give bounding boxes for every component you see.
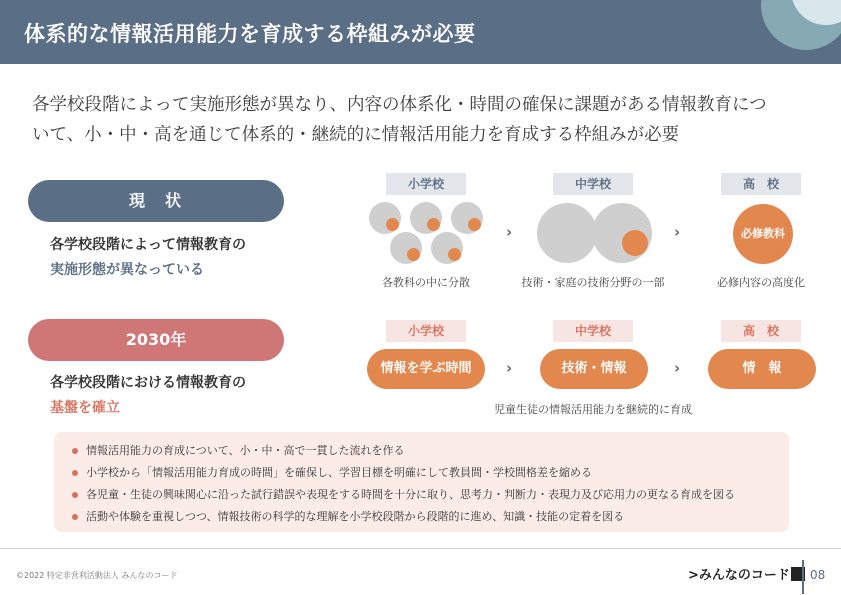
current-caption-elementary: 各教科の中に分散 <box>382 276 470 289</box>
logo-text: >みんなのコード <box>688 568 790 583</box>
future-caption: 児童生徒の情報活用能力を継続的に育成 <box>494 403 692 416</box>
arrow-right-icon: › <box>674 223 681 241</box>
future-pill: 2030年 <box>28 319 284 361</box>
arrow-right-icon: › <box>506 359 513 377</box>
future-pill-junior-high: 技術・情報 <box>540 349 648 389</box>
current-description <box>50 233 246 283</box>
future-level-elementary: 小学校 <box>386 320 466 342</box>
current-desc-line-1: 各学校段階によって情報教育の <box>50 237 246 253</box>
copyright: ©2022 特定非営利活動法人 みんなのコード <box>16 571 178 580</box>
summary-box <box>54 432 789 532</box>
current-level-junior-high: 中学校 <box>553 173 633 195</box>
info-dot <box>468 218 481 231</box>
current-caption-high: 必修内容の高度化 <box>717 276 805 289</box>
future-level-high: 高 校 <box>721 320 801 342</box>
page-number: 08 <box>810 568 826 582</box>
header-bar <box>0 0 841 64</box>
footer-divider <box>0 548 841 549</box>
summary-bullet: 情報活用能力の育成について、小・中・高で一貫した流れを作る <box>86 440 789 462</box>
subject-circle-large <box>537 203 597 263</box>
required-subject-circle: 必修教科 <box>733 204 793 264</box>
current-state-pill: 現 状 <box>28 180 284 222</box>
current-level-elementary: 小学校 <box>386 173 466 195</box>
future-pill-elementary: 情報を学ぶ時間 <box>367 349 485 389</box>
info-dot <box>427 218 440 231</box>
page-bar <box>802 560 804 594</box>
info-dot <box>448 248 461 261</box>
current-caption-junior-high: 技術・家庭の技術分野の一部 <box>521 276 665 289</box>
current-desc-line-2: 実施形態が異なっている <box>50 262 204 278</box>
arrow-right-icon: › <box>674 359 681 377</box>
info-dot <box>407 248 420 261</box>
summary-bullet: 各児童・生徒の興味関心に沿った試行錯誤や表現をする時間を十分に取り、思考力・判断力・表現力及び応用力の更なる育成を図る <box>86 484 789 506</box>
future-level-junior-high: 中学校 <box>553 320 633 342</box>
future-desc-line-1: 各学校段階における情報教育の <box>50 375 246 391</box>
summary-bullet: 小学校から「情報活用能力育成の時間」を確保し、学習目標を明確にして教員間・学校間格差を縮める <box>86 462 789 484</box>
future-pill-high: 情 報 <box>708 349 816 389</box>
future-desc-line-2: 基盤を確立 <box>50 400 120 416</box>
info-dot <box>386 218 399 231</box>
lead-line-2: いて、小・中・高を通じて体系的・継続的に情報活用能力を育成する枠組みが必要 <box>32 125 680 145</box>
lead-line-1: 各学校段階によって実施形態が異なり、内容の体系化・時間の確保に課題がある情報教育につ <box>32 95 767 115</box>
arrow-right-icon: › <box>506 223 513 241</box>
page-title: 体系的な情報活用能力を育成する枠組みが必要 <box>24 22 476 46</box>
logo <box>688 564 805 583</box>
summary-bullet: 活動や体験を重視しつつ、情報技術の科学的な理解を小学校段階から段階的に進め、知識・技能の定着を図る <box>86 506 789 528</box>
future-description <box>50 371 246 421</box>
technology-dot <box>622 230 648 256</box>
lead-text <box>32 90 822 150</box>
current-level-high: 高 校 <box>721 173 801 195</box>
